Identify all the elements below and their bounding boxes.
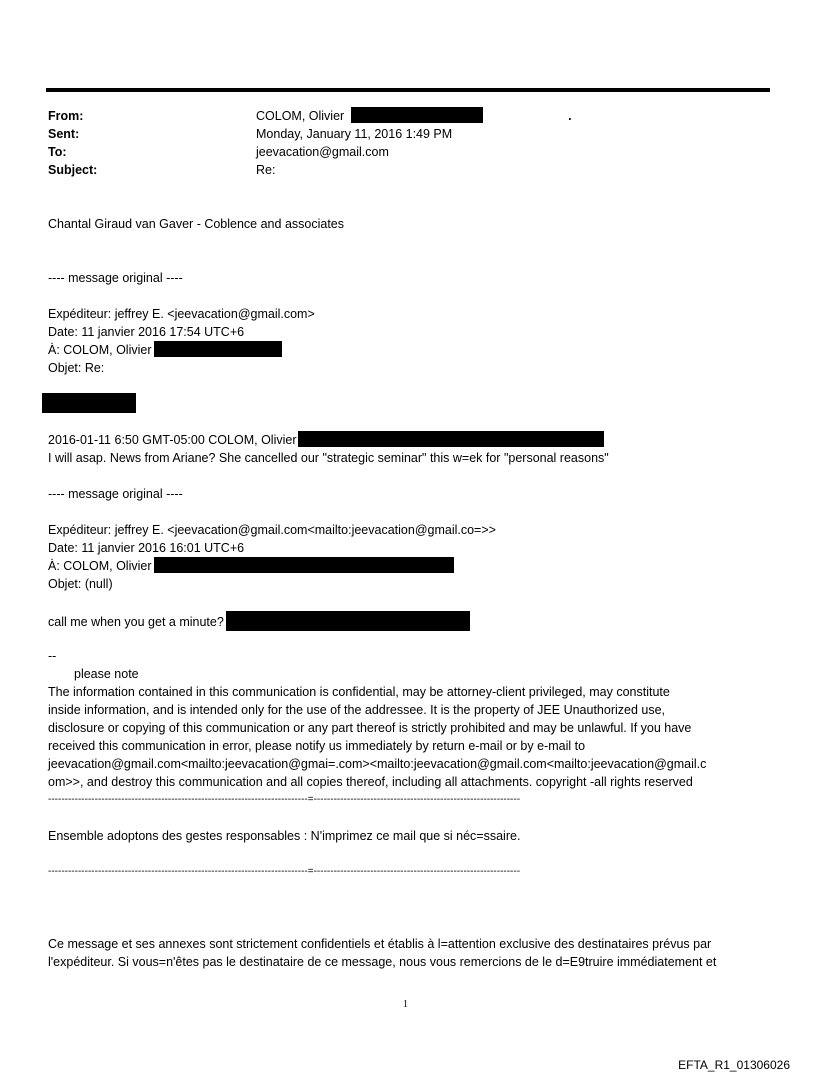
disclaimer-line-4: received this communication in error, please notify us immediately by return e-mail or by e-mail to: [48, 739, 586, 753]
dash-separator-1: ------------------------------------------------------------------------------=--------------------------------------------------------------: [48, 794, 521, 805]
signature-line: Chantal Giraud van Gaver - Coblence and associates: [48, 217, 344, 231]
orig1-date: Date: 11 janvier 2016 17:54 UTC+6: [48, 325, 245, 339]
signature-separator: --: [48, 649, 57, 663]
subject-row: [48, 161, 275, 179]
from-label: From:: [48, 109, 84, 123]
redaction-box: [154, 341, 282, 357]
to-row: [48, 143, 389, 161]
header-rule: [46, 88, 770, 92]
call-text: call me when you get a minute?: [48, 615, 224, 629]
orig1-to: À: COLOM, Olivier: [48, 343, 152, 357]
subject-value: Re:: [256, 163, 276, 177]
disclaimer-line-3: disclosure or copying of this communication or any part thereof is strictly prohibited and may be unlawful. If you have: [48, 721, 692, 735]
orig2-date: Date: 11 janvier 2016 16:01 UTC+6: [48, 541, 245, 555]
reply-header: 2016-01-11 6:50 GMT-05:00 COLOM, Olivier: [48, 433, 297, 447]
please-note: please note: [74, 667, 139, 681]
orig1-to-row: [48, 341, 282, 359]
redaction-box: [42, 393, 136, 413]
orig1-from: Expéditeur: jeffrey E. <jeevacation@gmail.com>: [48, 307, 315, 321]
original-message-marker-1: ---- message original ----: [48, 271, 183, 285]
orig2-subject: Objet: (null): [48, 577, 113, 591]
subject-label: Subject:: [48, 163, 98, 177]
redaction-box: [351, 107, 483, 123]
redaction-box: [154, 557, 454, 573]
confidential-line-1: Ce message et ses annexes sont strictement confidentiels et établis à l=attention exclusive des destinataires prévus par: [48, 937, 712, 951]
disclaimer-line-1: The information contained in this communication is confidential, may be attorney-client privileged, may constitute: [48, 685, 670, 699]
from-value: COLOM, Olivier: [256, 109, 345, 123]
sent-value: Monday, January 11, 2016 1:49 PM: [256, 127, 453, 141]
orig2-from: Expéditeur: jeffrey E. <jeevacation@gmail.com<mailto:jeevacation@gmail.co=>>: [48, 523, 496, 537]
original-message-marker-2: ---- message original ----: [48, 487, 183, 501]
to-label: To:: [48, 145, 67, 159]
sent-row: [48, 125, 452, 143]
reply-header-row: [48, 431, 604, 449]
orig2-to-row: [48, 557, 454, 575]
disclaimer-line-2: inside information, and is intended only for the use of the addressee. It is the property of JEE Unauthorized use,: [48, 703, 666, 717]
sent-label: Sent:: [48, 127, 80, 141]
document-id: EFTA_R1_01306026: [678, 1058, 790, 1072]
dash-separator-2: ------------------------------------------------------------------------------=--------------------------------------------------------------: [48, 866, 521, 877]
confidential-line-2: l'expéditeur. Si vous=n'êtes pas le destinataire de ce message, nous vous remercions de le d=E9truire immédiatement et: [48, 955, 717, 969]
redaction-box: [298, 431, 604, 447]
disclaimer-line-6: om>>, and destroy this communication and all copies thereof, including all attachments. copyright -all rights reserved: [48, 775, 693, 789]
call-row: [48, 611, 470, 631]
orig2-to: À: COLOM, Olivier: [48, 559, 152, 573]
from-trailing: .: [568, 109, 572, 123]
redaction-box: [226, 611, 470, 631]
ensemble-note: Ensemble adoptons des gestes responsables : N'imprimez ce mail que si néc=ssaire.: [48, 829, 521, 843]
page-number: 1: [403, 999, 408, 1010]
reply-text: I will asap. News from Ariane? She cancelled our "strategic seminar" this w=ek for "personal reasons": [48, 451, 609, 465]
disclaimer-line-5: jeevacation@gmail.com<mailto:jeevacation@gmai=.com><mailto:jeevacation@gmail.com<mailto:jeevacation@gmail.c: [48, 757, 707, 771]
to-value: jeevacation@gmail.com: [256, 145, 389, 159]
from-row: [48, 107, 572, 125]
orig1-subject: Objet: Re:: [48, 361, 105, 375]
